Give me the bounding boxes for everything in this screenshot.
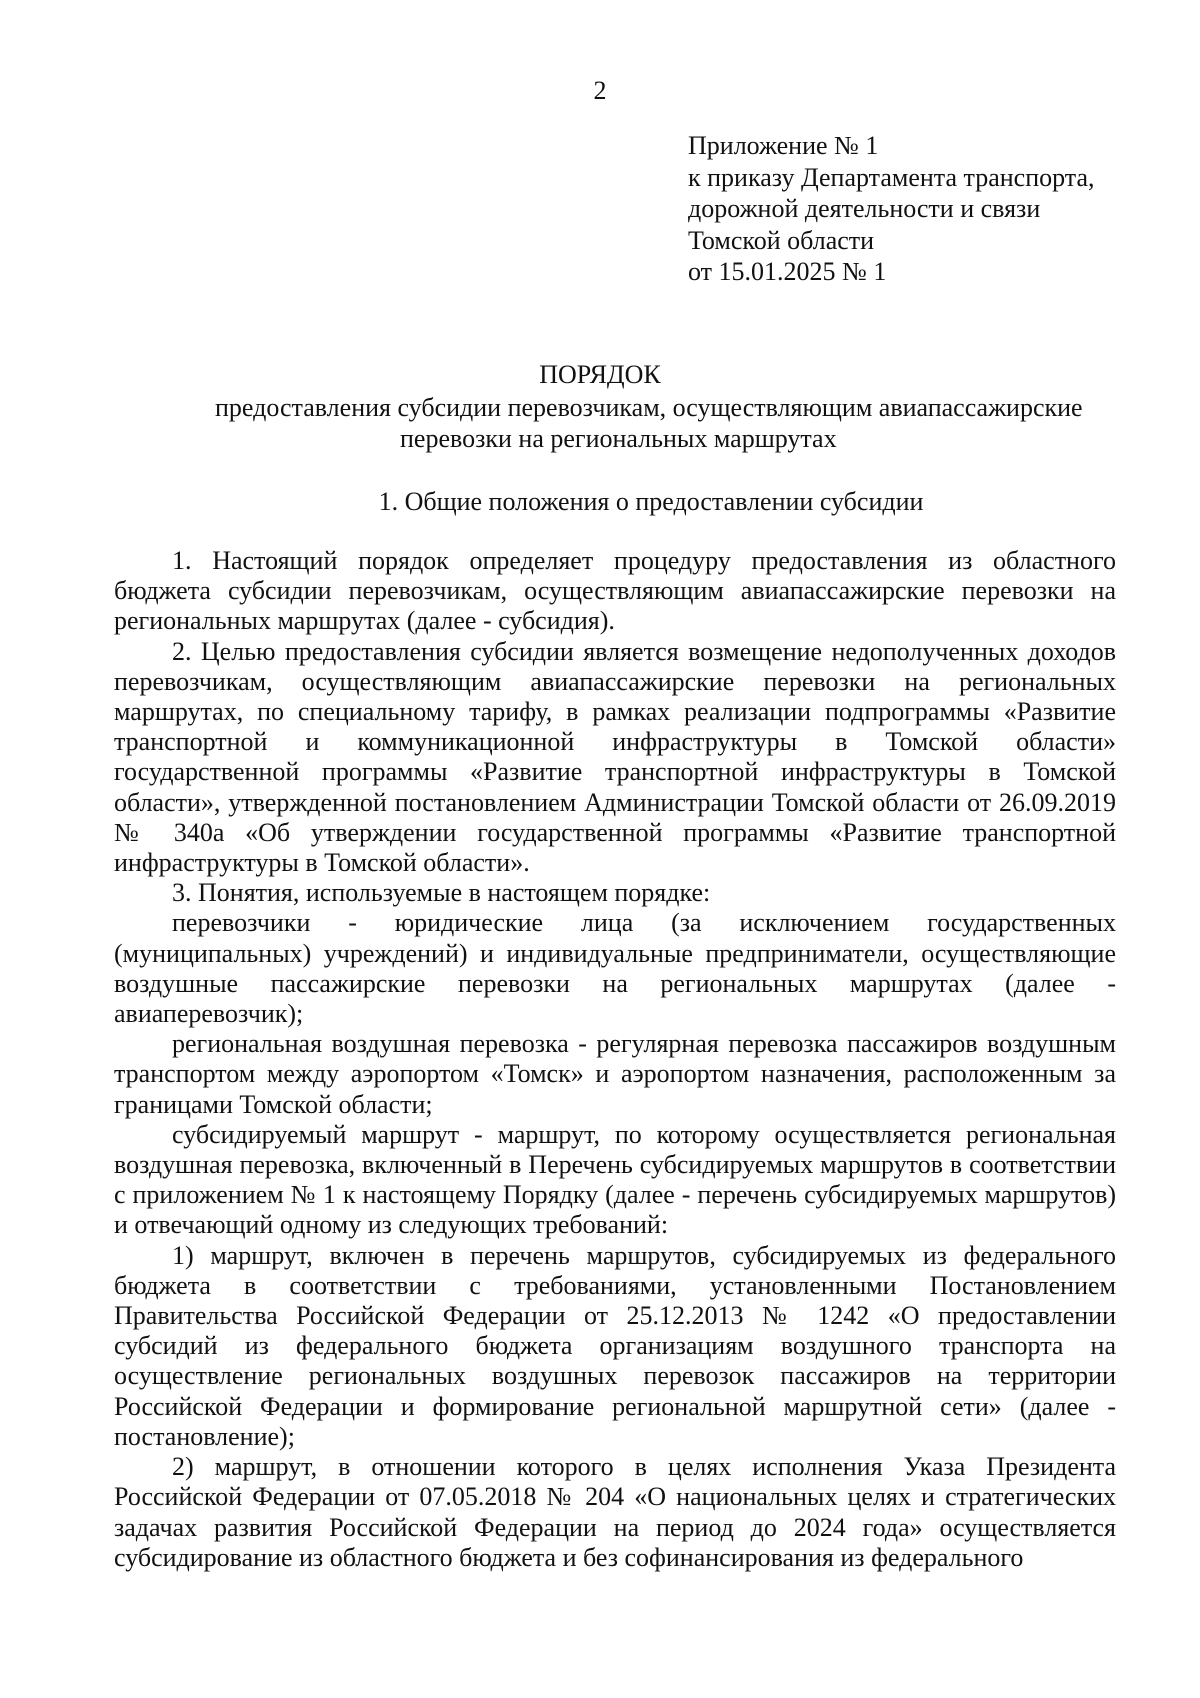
subtitle-line: предоставления субсидии перевозчикам, осуществляющим авиапассажирские [215, 393, 1083, 422]
paragraph: 2. Целью предоставления субсидии является возмещение недополученных доходов перевозчикам, осуществляющим авиапассажирские перевозки на региональных маршрутах, по специальному тарифу, в рамках реализации подпрограммы «Развитие транспортной и коммуникационной инфраструктуры в Томской области» государственной программы «Развитие транспортной инфраструктуры в Томской области», утвержденной постановлением Администрации Томской области от 26.09.2019 № 340а «Об утверждении государственной программы «Развитие транспортной инфраструктуры в Томской области». [114, 636, 1116, 878]
paragraph: 1. Настоящий порядок определяет процедуру предоставления из областного бюджета субсидии перевозчикам, осуществляющим авиапассажирские перевозки на региональных маршрутах (далее - субсидия). [114, 546, 1116, 636]
section-heading [0, 487, 1200, 517]
appendix-block [688, 130, 1168, 288]
document-subtitle [0, 392, 1200, 454]
page-number: 2 [593, 76, 607, 105]
appendix-line: к приказу Департамента транспорта, [688, 162, 1095, 192]
paragraph: 2) маршрут, в отношении которого в целях исполнения Указа Президента Российской Федерации от 07.05.2018 № 204 «О национальных целях и стратегических задачах развития Российской Федерации на период до 2024 года» осуществляется субсидирование из областного бюджета и без софинансирования из федерального [114, 1452, 1116, 1572]
appendix-line: Приложение № 1 [688, 131, 879, 160]
appendix-line: Томской области [688, 225, 875, 255]
paragraph: 3. Понятия, используемые в настоящем порядке: [172, 878, 711, 908]
paragraph: 1) маршрут, включен в перечень маршрутов, субсидируемых из федерального бюджета в соответствии с требованиями, установленными Постановлением Правительства Российской Федерации от 25.12.2013 № 1242 «О предоставлении субсидий из федерального бюджета организациям воздушного транспорта на осуществление региональных воздушных перевозок пассажиров на территории Российской Федерации и формирование региональной маршрутной сети» (далее - постановление); [114, 1240, 1116, 1451]
document-body [114, 546, 1116, 1573]
document-title: ПОРЯДОК [539, 360, 661, 389]
subtitle-line: перевозки на региональных маршрутах [400, 424, 837, 453]
appendix-line: дорожной деятельности и связи [688, 194, 1041, 223]
paragraph: региональная воздушная перевозка - регулярная перевозка пассажиров воздушным транспортом между аэропортом «Томск» и аэропортом назначения, расположенным за границами Томской области; [114, 1029, 1116, 1119]
paragraph: субсидируемый маршрут - маршрут, по которому осуществляется региональная воздушная перевозка, включенный в Перечень субсидируемых маршрутов в соответствии с приложением № 1 к настоящему Порядку (далее - перечень субсидируемых маршрутов) и отвечающий одному из следующих требований: [114, 1119, 1116, 1240]
paragraph: перевозчики - юридические лица (за исключением государственных (муниципальных) учреждений) и индивидуальные предприниматели, осуществляющие воздушные пассажирские перевозки на региональных маршрутах (далее - авиаперевозчик); [114, 908, 1116, 1029]
section-heading-text: 1. Общие положения о предоставлении субсидии [378, 487, 924, 516]
appendix-line: от 15.01.2025 № 1 [688, 257, 887, 286]
